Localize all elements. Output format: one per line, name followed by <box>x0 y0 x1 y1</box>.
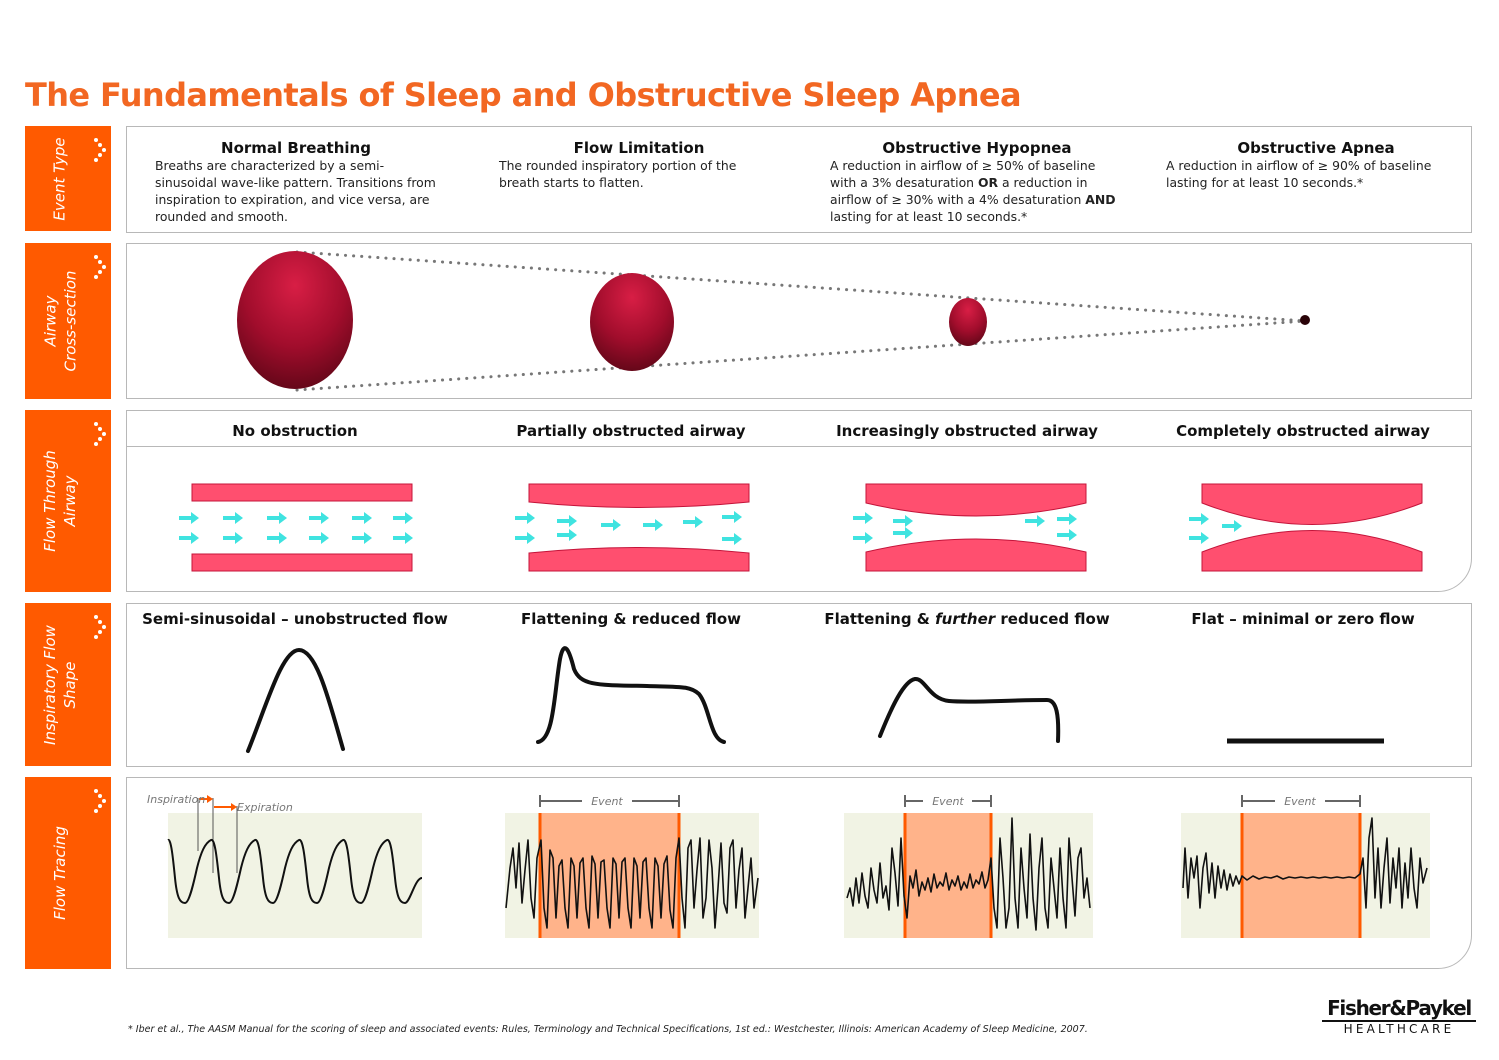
event-obstructive-apnea <box>1166 139 1466 191</box>
flow-shape-heading: Flattening & reduced flow <box>520 610 742 628</box>
event-label: Event <box>591 795 623 808</box>
flow-arrows-normal <box>179 512 413 544</box>
airway-circle-apnea <box>1300 315 1310 325</box>
row-label-airway-cross-section: Airway Cross-section <box>41 270 80 372</box>
airway-circle-flow-limitation <box>590 273 674 371</box>
airway-heading: No obstruction <box>232 422 358 440</box>
flow-arrows-partial <box>515 511 742 545</box>
airway-cross-section-diagram <box>127 244 1471 398</box>
event-bracket <box>1242 795 1360 808</box>
event-obstructive-hypopnea <box>830 139 1124 225</box>
flow-shape-curves <box>127 604 1471 766</box>
flow-tracing-panel <box>126 777 1472 969</box>
event-label: Event <box>932 795 964 808</box>
event-region-hypopnea <box>905 813 991 938</box>
airway-heading: Increasingly obstructed airway <box>836 422 1098 440</box>
event-bracket <box>905 795 991 808</box>
row-label-flow-tracing: Flow Tracing <box>51 826 69 920</box>
airway-tube-partial <box>529 484 749 571</box>
airway-circle-normal <box>237 251 353 389</box>
dotted-arrow-icon <box>93 137 109 165</box>
airway-heading: Completely obstructed airway <box>1176 422 1430 440</box>
airway-tube-normal <box>192 484 412 571</box>
airway-cross-section-panel <box>126 243 1472 399</box>
row-label-flow-through-airway: Flow Through Airway <box>41 450 79 552</box>
event-type-panel <box>126 126 1472 233</box>
event-name: Flow Limitation <box>573 139 705 157</box>
dotted-arrow-icon <box>93 788 109 816</box>
event-description: A reduction in airflow of ≥ 90% of baseline lasting for at least 10 seconds.* <box>1166 158 1432 190</box>
flow-through-airway-panel <box>126 410 1472 592</box>
event-flow-limitation <box>499 139 779 191</box>
logo-wordmark: Fisher&Paykel <box>1327 996 1471 1020</box>
flow-shape-heading: Semi-sinusoidal – unobstructed flow <box>142 610 448 628</box>
flow-shape-heading: Flat – minimal or zero flow <box>1191 610 1415 628</box>
taper-line-bottom <box>297 321 1305 390</box>
airway-flow-diagram <box>127 411 1471 591</box>
event-description: The rounded inspiratory portion of the breath starts to flatten. <box>499 158 737 190</box>
row-tab-flow-through-airway <box>25 410 111 592</box>
flow-shape-heading: Flattening & further reduced flow <box>824 610 1110 628</box>
event-normal-breathing <box>155 139 437 225</box>
taper-line-top <box>297 252 1305 321</box>
row-label-inspiratory-flow-shape: Inspiratory Flow Shape <box>41 624 79 745</box>
dotted-arrow-icon <box>93 254 109 282</box>
flow-curve-normal <box>248 650 343 751</box>
expiration-label: Expiration <box>237 801 293 814</box>
airway-heading: Partially obstructed airway <box>516 422 746 440</box>
row-tab-flow-tracing <box>25 777 111 969</box>
tracing-background-normal <box>168 813 422 938</box>
event-region-apnea <box>1242 813 1360 938</box>
dotted-arrow-icon <box>93 421 109 449</box>
logo-subtitle: HEALTHCARE <box>1322 1020 1476 1036</box>
event-bracket <box>540 795 679 808</box>
row-label-event-type: Event Type <box>51 136 70 221</box>
event-name: Obstructive Hypopnea <box>882 139 1072 157</box>
event-description: A reduction in airflow of ≥ 50% of baseline with a 3% desaturation OR a reduction in airflow of ≥ 30% with a 4% desaturation AND lasting for at least 10 seconds.* <box>830 158 1116 224</box>
flow-curve-hypopnea <box>880 679 1058 741</box>
flow-arrows-complete <box>1189 513 1242 544</box>
row-tab-event-type <box>25 126 111 231</box>
footnote: * Iber et al., The AASM Manual for the scoring of sleep and associated events: Rules, Terminology and Technical Specifications, 1st ed.: Westchester, Illinois: American Academy of Sleep Medicine, 2007. <box>128 1024 1088 1035</box>
row-tab-airway-cross-section <box>25 243 111 399</box>
event-name: Normal Breathing <box>221 139 371 157</box>
event-name: Obstructive Apnea <box>1237 139 1395 157</box>
fisher-paykel-logo <box>1322 996 1476 1036</box>
inspiration-label: Inspiration <box>147 793 206 806</box>
airway-tube-increasing <box>866 484 1086 571</box>
event-label: Event <box>1284 795 1316 808</box>
page-title: The Fundamentals of Sleep and Obstructive Sleep Apnea <box>25 76 1021 114</box>
row-tab-inspiratory-flow-shape <box>25 603 111 766</box>
flow-curve-flow-limitation <box>538 648 724 742</box>
event-description: Breaths are characterized by a semi-sinusoidal wave-like pattern. Transitions from inspiration to expiration, and vice versa, are rounded and smooth. <box>155 158 436 224</box>
inspiratory-flow-shape-panel <box>126 603 1472 767</box>
airway-circle-hypopnea <box>949 298 987 346</box>
dotted-arrow-icon <box>93 614 109 642</box>
flow-tracing-diagram <box>127 778 1471 968</box>
